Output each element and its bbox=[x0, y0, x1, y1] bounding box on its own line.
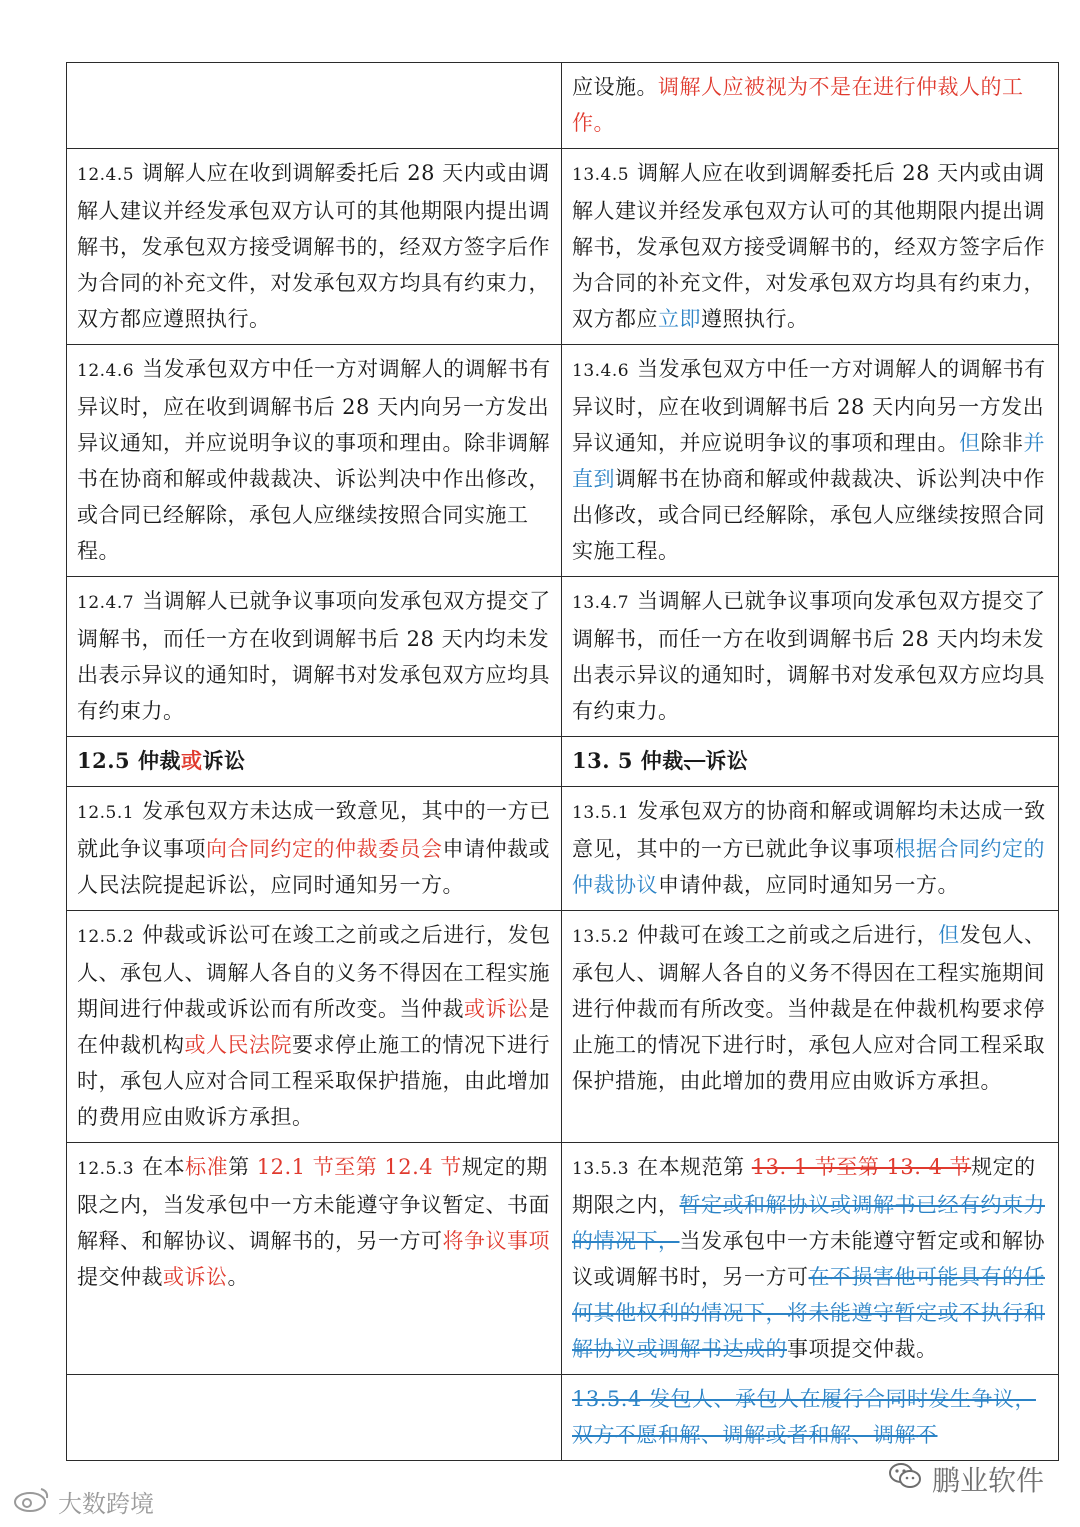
clause-number: 13.4.6 bbox=[572, 361, 630, 381]
highlight-blue-text: 13.5.4 发包人、承包人在履行合同时发生争议，双方不愿和解、调解或者和解、调解不 bbox=[572, 1387, 1036, 1447]
clause-text: 规定的期限之内，当发承包中一方未能遵守争议暂定、书面解释、和解协议、调解书的，另一方可 bbox=[77, 1155, 550, 1253]
clause-number: 12.5.1 bbox=[77, 803, 135, 823]
highlight-red-text: 调解人应被视为不是在进行仲裁人的工作。 bbox=[572, 75, 1024, 135]
clause-text: 调解书在协商和解或仲裁裁决、诉讼判决中作出修改，或合同已经解除，承包人应继续按照合同实施工程。 bbox=[572, 467, 1045, 563]
clause-row bbox=[67, 787, 1059, 911]
clause-cell-2008 bbox=[67, 737, 562, 787]
clause-text: 当调解人已就争议事项向发承包双方提交了调解书，而任一方在收到调解书后 28 天内均未发出表示异议的通知时，调解书对发承包双方应均具有约束力。 bbox=[77, 589, 551, 723]
highlight-red-text: 13. 1 节至第 13. 4 节 bbox=[751, 1155, 972, 1179]
watermark-dashu-text: 大数跨境 bbox=[58, 1490, 154, 1518]
clause-text: 诉讼 bbox=[705, 748, 749, 773]
clause-text: 在本规范第 bbox=[637, 1155, 752, 1179]
clause-text: 、 bbox=[683, 748, 706, 773]
highlight-red-text: 向合同约定的仲裁委员会 bbox=[206, 837, 443, 861]
highlight-red-text: 12.1 节至第 12.4 节 bbox=[256, 1155, 462, 1179]
clause-number: 13.5.3 bbox=[572, 1159, 630, 1179]
clause-row bbox=[67, 911, 1059, 1143]
clause-number: 12.4.5 bbox=[77, 165, 135, 185]
clause-text: 诉讼 bbox=[202, 748, 246, 773]
clause-cell-2013 bbox=[562, 1375, 1059, 1461]
highlight-red-text: 或人民法院 bbox=[184, 1033, 292, 1057]
highlight-red-text: 或诉讼 bbox=[464, 997, 529, 1021]
clause-number: 13.4.5 bbox=[572, 165, 630, 185]
clause-cell-2008 bbox=[67, 787, 562, 911]
clause-cell-2008 bbox=[67, 63, 562, 149]
clause-text: 12.5 仲裁 bbox=[77, 748, 181, 773]
clause-cell-2013 bbox=[562, 1143, 1059, 1375]
clause-text: 应设施。 bbox=[572, 75, 658, 99]
clause-text: 当发承包双方中任一方对调解人的调解书有异议时，应在收到调解书后 28 天内向另一方发出异议通知，并应说明争议的事项和理由。 bbox=[572, 357, 1046, 455]
clause-text: 在本 bbox=[142, 1155, 186, 1179]
clause-cell-2013 bbox=[562, 345, 1059, 577]
clause-number: 12.4.6 bbox=[77, 361, 135, 381]
clause-cell-2013 bbox=[562, 911, 1059, 1143]
highlight-red-text: 或诉讼 bbox=[163, 1265, 228, 1289]
highlight-blue-text: 暂定或和解协议或调解书已经有约束力的情况下， bbox=[572, 1193, 1045, 1253]
clause-text: 除非 bbox=[980, 431, 1024, 455]
clause-text: 当发承包中一方未能遵守暂定或和解协议或调解书时，另一方可 bbox=[572, 1229, 1045, 1289]
clause-text: 当调解人已就争议事项向发承包双方提交了调解书，而任一方在收到调解书后 28 天内均未发出表示异议的通知时，调解书对发承包双方应均具有约束力。 bbox=[572, 589, 1046, 723]
clause-text: 第 bbox=[228, 1155, 257, 1179]
watermark-pengye bbox=[888, 1459, 1044, 1499]
wechat-icon bbox=[888, 1461, 922, 1498]
clause-number: 13.5.1 bbox=[572, 803, 630, 823]
clause-text: 规定的期限之内， bbox=[572, 1155, 1036, 1217]
clause-row bbox=[67, 1143, 1059, 1375]
highlight-blue-text: 并直到 bbox=[572, 431, 1045, 491]
clause-number: 13.4.7 bbox=[572, 593, 630, 613]
highlight-blue-text: 根据合同约定的仲裁协议 bbox=[572, 837, 1045, 897]
clause-cell-2013 bbox=[562, 737, 1059, 787]
clause-text: 调解人应在收到调解委托后 28 天内或由调解人建议并经发承包双方认可的其他期限内提出调解书，发承包双方接受调解书的，经双方签字后作为合同的补充文件，对发承包双方均具有约束力，双方都应 bbox=[572, 161, 1045, 331]
clause-row bbox=[67, 1375, 1059, 1461]
highlight-blue-text: 但 bbox=[938, 923, 960, 947]
clause-cell-2008 bbox=[67, 1375, 562, 1461]
clause-text: 当发承包双方中任一方对调解人的调解书有异议时，应在收到调解书后 28 天内向另一方发出异议通知，并应说明争议的事项和理由。除非调解书在协商和解或仲裁裁决、诉讼判决中作出修改，或合同已经解除，承包人应继续按照合同实施工程。 bbox=[77, 357, 551, 563]
clause-row bbox=[67, 577, 1059, 737]
watermark-dashu bbox=[12, 1484, 154, 1519]
clause-cell-2013 bbox=[562, 63, 1059, 149]
clause-text: 事项提交仲裁。 bbox=[787, 1337, 938, 1361]
clause-cell-2008 bbox=[67, 149, 562, 345]
clause-number: 12.5.3 bbox=[77, 1159, 135, 1179]
clause-text: 。 bbox=[227, 1265, 249, 1289]
clause-number: 12.4.7 bbox=[77, 593, 135, 613]
clause-text: 发包人、承包人、调解人各自的义务不得因在工程实施期间进行仲裁而有所改变。当仲裁是在仲裁机构要求停止施工的情况下进行时，承包人应对合同工程采取保护措施，由此增加的费用应由败诉方承担。 bbox=[572, 923, 1046, 1093]
clause-number: 12.5.2 bbox=[77, 927, 135, 947]
clause-text: 申请仲裁，应同时通知另一方。 bbox=[658, 873, 959, 897]
clause-row bbox=[67, 63, 1059, 149]
comparison-table-body bbox=[67, 63, 1059, 1461]
clause-text: 遵照执行。 bbox=[701, 307, 809, 331]
clause-text: 发承包双方未达成一致意见，其中的一方已就此争议事项 bbox=[77, 799, 551, 861]
clause-text: 申请仲裁或人民法院提起诉讼，应同时通知另一方。 bbox=[77, 837, 550, 897]
clause-text: 仲裁可在竣工之前或之后进行， bbox=[637, 923, 939, 947]
clause-cell-2013 bbox=[562, 787, 1059, 911]
highlight-blue-text: 在不损害他可能具有的任何其他权利的情况下，将未能遵守暂定或不执行和解协议或调解书达成的 bbox=[572, 1265, 1045, 1361]
weibo-icon bbox=[12, 1485, 52, 1519]
comparison-table bbox=[66, 62, 1059, 1461]
clause-text: 13. 5 仲裁 bbox=[572, 748, 684, 773]
clause-cell-2013 bbox=[562, 577, 1059, 737]
clause-text: 要求停止施工的情况下进行时，承包人应对合同工程采取保护措施，由此增加的费用应由败诉方承担。 bbox=[77, 1033, 550, 1129]
clause-text: 提交仲裁 bbox=[77, 1265, 163, 1289]
highlight-blue-text: 但 bbox=[959, 431, 981, 455]
clause-text: 调解人应在收到调解委托后 28 天内或由调解人建议并经发承包双方认可的其他期限内提出调解书，发承包双方接受调解书的，经双方签字后作为合同的补充文件，对发承包双方均具有约束力，双方都应遵照执行。 bbox=[77, 161, 550, 331]
clause-cell-2013 bbox=[562, 149, 1059, 345]
section-heading-row bbox=[67, 737, 1059, 787]
highlight-red-text: 或 bbox=[180, 748, 203, 773]
highlight-red-text: 将争议事项 bbox=[442, 1229, 550, 1253]
clause-text: 仲裁或诉讼可在竣工之前或之后进行，发包人、承包人、调解人各自的义务不得因在工程实施期间进行仲裁或诉讼而有所改变。当仲裁 bbox=[77, 923, 551, 1021]
clause-text: 是在仲裁机构 bbox=[77, 997, 550, 1057]
clause-row bbox=[67, 345, 1059, 577]
clause-number: 13.5.2 bbox=[572, 927, 630, 947]
watermark-pengye-text: 鹏业软件 bbox=[931, 1464, 1044, 1497]
highlight-red-text: 标准 bbox=[185, 1155, 229, 1179]
clause-cell-2008 bbox=[67, 911, 562, 1143]
highlight-blue-text: 立即 bbox=[658, 307, 701, 331]
clause-row bbox=[67, 149, 1059, 345]
clause-cell-2008 bbox=[67, 345, 562, 577]
clause-cell-2008 bbox=[67, 577, 562, 737]
clause-text: 发承包双方的协商和解或调解均未达成一致意见，其中的一方已就此争议事项 bbox=[572, 799, 1046, 861]
clause-cell-2008 bbox=[67, 1143, 562, 1375]
